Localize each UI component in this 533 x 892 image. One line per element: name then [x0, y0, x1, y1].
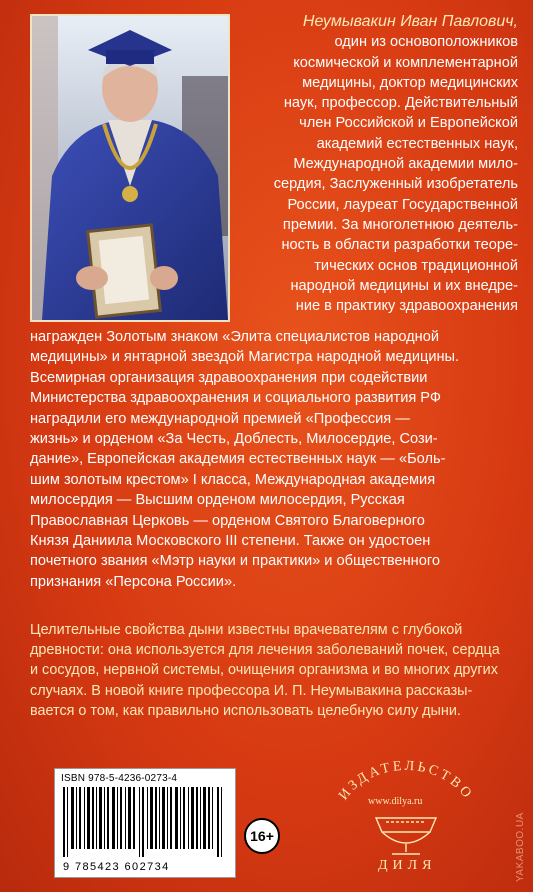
- bio-line: дание», Европейская академия естественных наук — «Боль-: [30, 451, 446, 468]
- publisher-logo: [316, 760, 496, 884]
- bio-line: премии. За многолетнюю деятель-: [282, 216, 518, 233]
- barcode: [54, 768, 236, 878]
- summary-line: древности: она используется для лечения заболеваний почек, сердца: [30, 642, 500, 659]
- bio-line: сердия, Заслуженный изобретатель: [273, 176, 518, 193]
- summary-line: вается о том, как правильно использовать целебную силу дыни.: [30, 702, 461, 719]
- bio-line: награжден Золотым знаком «Элита специалистов народной: [30, 329, 439, 345]
- barcode-number: 9 785423 602734: [63, 861, 170, 873]
- bio-line: народной медицины и их внедре-: [290, 277, 518, 294]
- bio-line: Международной академии мило-: [293, 156, 518, 173]
- summary-line: и сосудов, нервной системы, очищения организма и во многих других: [30, 662, 498, 679]
- bio-line: член Российской и Европейской: [299, 115, 518, 132]
- author-photo: [30, 14, 230, 322]
- bio-line: один из основоположников: [334, 34, 518, 51]
- bio-line: Министерства здравоохранения и социального развития РФ: [30, 390, 441, 407]
- isbn-text: ISBN 978-5-4236-0273-4: [61, 773, 178, 784]
- bio-line: Всемирная организация здравоохранения при содействии: [30, 369, 428, 386]
- publisher-arc-text: ИЗДАТЕЛЬСТВО: [336, 760, 476, 804]
- bio-line: медицины, доктор медицинских: [302, 74, 518, 91]
- summary-line: случаях. В новой книге профессора И. П. Неумывакина рассказы-: [30, 682, 473, 699]
- bio-line: академий естественных наук,: [316, 135, 518, 152]
- bio-line: наук, профессор. Действительный: [283, 95, 518, 112]
- author-bio-top: [240, 12, 518, 316]
- book-summary: [30, 620, 518, 721]
- bio-line: ность в области разработки теоре-: [281, 237, 518, 254]
- bio-line: признания «Персона России».: [30, 573, 237, 590]
- bio-line: жизнь» и орденом «За Честь, Доблесть, Милосердие, Сози-: [30, 431, 438, 448]
- author-name: Неумывакин Иван Павлович,: [302, 13, 518, 30]
- watermark: YAKABOO.UA: [515, 812, 526, 882]
- publisher-url[interactable]: www.dilya.ru: [368, 796, 423, 807]
- bio-line: шим золотым крестом» I класса, Международная академия: [30, 471, 436, 488]
- summary-line: Целительные свойства дыни известны врачевателям с глубокой: [30, 622, 463, 638]
- bio-line: почетного звания «Мэтр науки и практики» и общественного: [30, 553, 440, 570]
- bio-line: ние в практику здравоохранения: [295, 298, 518, 315]
- bio-line: милосердия — Высшим орденом милосердия, Русская: [30, 492, 405, 509]
- author-bio-bottom: [30, 327, 518, 592]
- bio-line: тических основ традиционной: [314, 257, 518, 274]
- bio-line: России, лауреат Государственной: [287, 196, 518, 213]
- publisher-name: ДИЛЯ: [378, 858, 437, 873]
- bio-line: наградили его международной премией «Профессия —: [30, 410, 410, 427]
- bio-line: Православная Церковь — орденом Святого Благоверного: [30, 512, 425, 529]
- bio-line: Князя Даниила Московского III степени. Также он удостоен: [30, 533, 431, 550]
- barcode-bars: [61, 787, 229, 857]
- bio-line: космической и комплементарной: [293, 54, 518, 71]
- bio-line: медицины» и янтарной звездой Магистра народной медицины.: [30, 349, 460, 366]
- age-rating-badge: 16+: [244, 818, 280, 854]
